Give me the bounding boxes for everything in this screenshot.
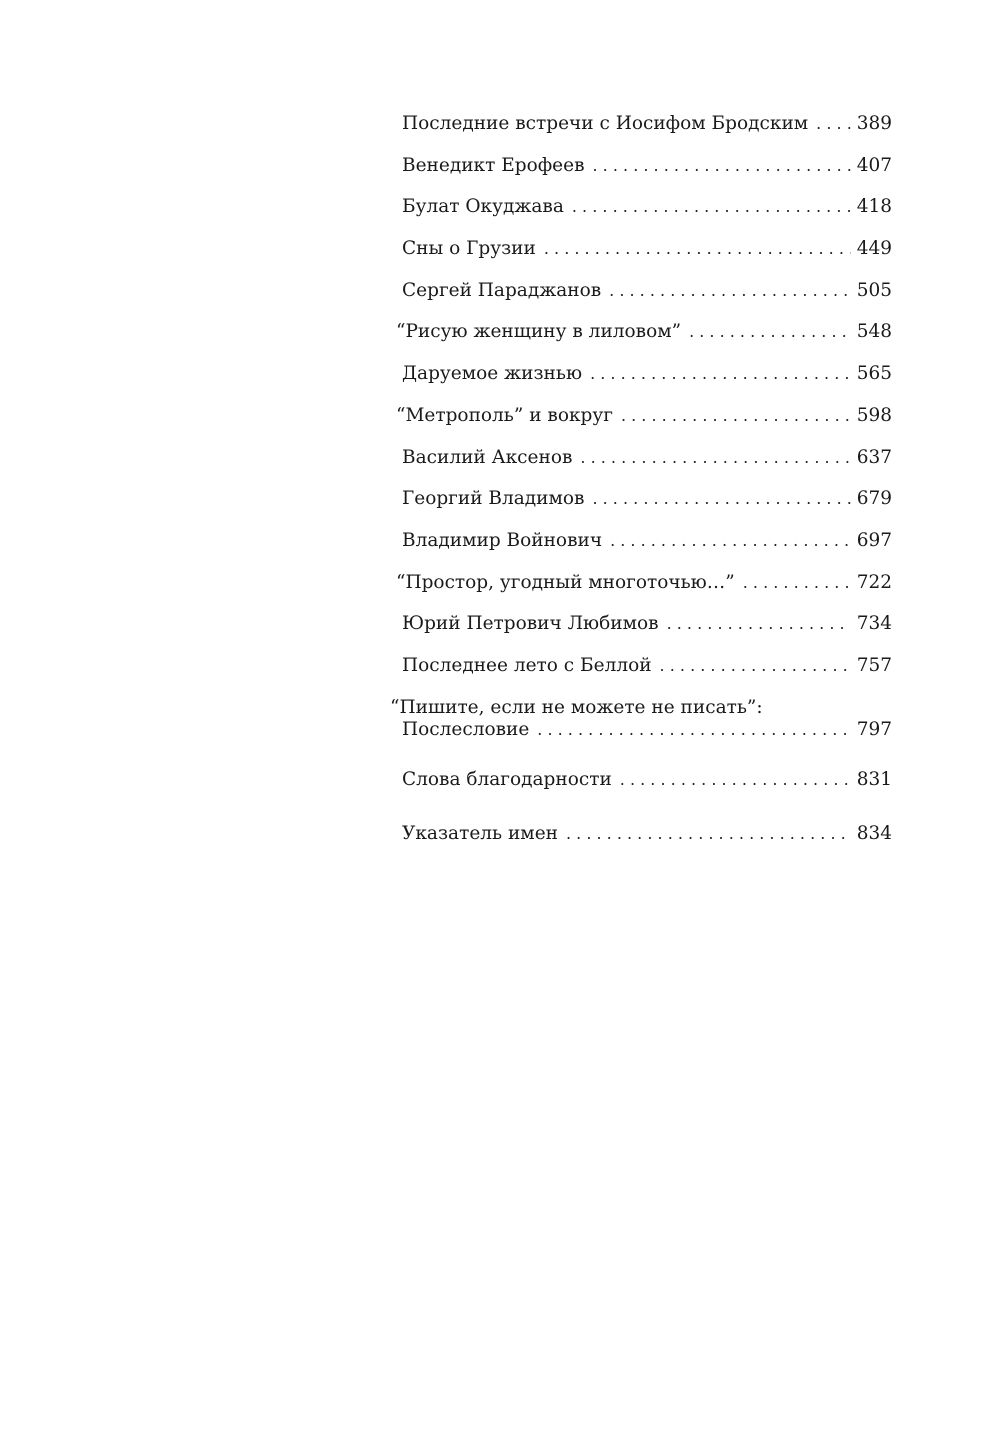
toc-entry-title: Георгий Владимов	[402, 488, 585, 510]
dot-leader	[667, 613, 851, 635]
toc-entry[interactable]	[390, 155, 892, 177]
toc-entry[interactable]	[390, 238, 892, 260]
table-of-contents	[390, 113, 892, 864]
dot-leader	[572, 196, 851, 218]
dot-leader	[610, 530, 851, 552]
dot-leader	[593, 155, 851, 177]
dot-leader	[620, 769, 851, 791]
toc-entry-title: Булат Окуджава	[402, 196, 564, 218]
toc-entry[interactable]	[390, 321, 892, 343]
toc-entry-page: 637	[856, 446, 892, 468]
dot-leader	[544, 238, 851, 260]
toc-entry[interactable]	[390, 530, 892, 552]
dot-leader	[743, 572, 851, 594]
toc-entry-page: 722	[856, 571, 892, 593]
dot-leader	[566, 823, 851, 845]
toc-entry-title: Слова благодарности	[402, 768, 612, 790]
toc-entry-page: 679	[856, 488, 892, 510]
toc-entry-page: 797	[856, 718, 892, 740]
dot-leader	[590, 363, 851, 385]
toc-entry-title: Последние встречи с Иосифом Бродским	[402, 113, 809, 134]
dot-leader	[816, 113, 851, 135]
toc-entry-page: 407	[856, 154, 892, 176]
toc-entry-page: 418	[856, 196, 892, 218]
toc-entry-page: 757	[856, 654, 892, 676]
toc-entry[interactable]	[390, 405, 892, 427]
dot-leader	[592, 488, 850, 510]
toc-entry-page: 734	[856, 613, 892, 635]
toc-entry-page: 598	[856, 404, 892, 426]
toc-entry-title-line1: “Пишите, если не можете не писать”:	[390, 696, 763, 718]
toc-entry-page: 449	[856, 238, 892, 260]
toc-entry-page: 834	[856, 822, 892, 844]
toc-entry-page: 697	[856, 529, 892, 551]
toc-entry[interactable]	[390, 655, 892, 677]
toc-entry-title: Сны о Грузии	[402, 238, 536, 260]
dot-leader	[580, 447, 850, 469]
toc-entry[interactable]	[390, 280, 892, 302]
toc-entry[interactable]	[390, 769, 892, 791]
toc-entry-title: Владимир Войнович	[402, 529, 603, 551]
toc-entry-title: Последнее лето с Беллой	[402, 654, 652, 676]
toc-entry-title: Послесловие	[402, 718, 530, 740]
toc-entry-page: 565	[856, 363, 892, 385]
toc-entry-title: “Метрополь” и вокруг	[396, 404, 613, 426]
toc-entry-title: Указатель имен	[402, 822, 558, 844]
dot-leader	[621, 405, 851, 427]
toc-entry-title: “Рисую женщину в лиловом”	[396, 321, 682, 343]
toc-entry[interactable]	[390, 447, 892, 469]
toc-entry[interactable]	[390, 572, 892, 594]
toc-entry-title: “Простор, угодный многоточью…”	[396, 571, 735, 593]
dot-leader	[609, 280, 851, 302]
toc-entry[interactable]	[390, 363, 892, 385]
toc-entry-title: Даруемое жизнью	[402, 363, 583, 385]
toc-entry-title: Сергей Параджанов	[402, 279, 602, 301]
toc-entry-title: Венедикт Ерофеев	[402, 154, 585, 176]
toc-entry[interactable]	[390, 613, 892, 635]
toc-entry-title: Василий Аксенов	[402, 446, 573, 468]
toc-entry-page: 389	[856, 113, 892, 134]
dot-leader	[660, 655, 851, 677]
toc-entry-page: 505	[856, 279, 892, 301]
toc-entry-page: 831	[856, 768, 892, 790]
toc-entry[interactable]	[390, 113, 892, 135]
dot-leader	[689, 321, 851, 343]
toc-entry-title: Юрий Петрович Любимов	[402, 613, 659, 635]
toc-entry[interactable]	[390, 196, 892, 218]
dot-leader	[537, 719, 850, 741]
toc-entry-page: 548	[856, 321, 892, 343]
toc-entry[interactable]	[390, 823, 892, 845]
toc-entry[interactable]	[390, 488, 892, 510]
toc-entry[interactable]	[390, 697, 892, 741]
